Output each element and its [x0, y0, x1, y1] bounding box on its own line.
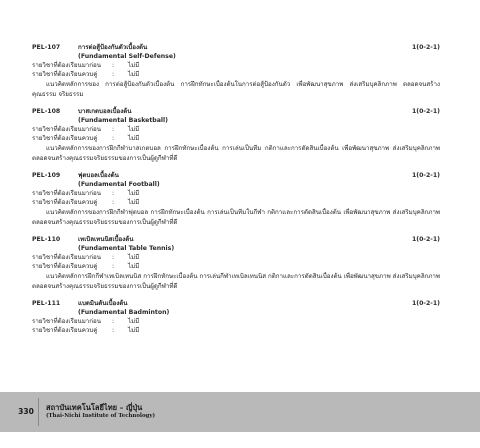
course-name-english: (Fundamental Basketball) [78, 117, 168, 124]
course-name-english: (Fundamental Table Tennis) [78, 245, 175, 252]
institution-name-thai: สถาบันเทคโนโลยีไทย – ญี่ปุ่น [46, 403, 143, 412]
prerequisite-label: รายวิชาที่ต้องเรียนมาก่อน [32, 318, 101, 325]
course-name-thai: เทเบิลเทนนิสเบื้องต้น [78, 236, 134, 243]
prerequisite-row [32, 189, 440, 198]
page-number: 330 [18, 407, 34, 416]
prerequisite-row [32, 253, 440, 262]
course-heading [32, 108, 440, 116]
course-credits: 1(0-2-1) [411, 236, 440, 243]
corequisite-label: รายวิชาที่ต้องเรียนควบคู่ [32, 71, 98, 78]
corequisite-label: รายวิชาที่ต้องเรียนควบคู่ [32, 135, 98, 142]
course-heading [32, 300, 440, 308]
prerequisite-label: รายวิชาที่ต้องเรียนมาก่อน [32, 190, 101, 197]
corequisite-row [32, 262, 440, 271]
prerequisite-label: รายวิชาที่ต้องเรียนมาก่อน [32, 62, 101, 69]
course-pel-109 [32, 172, 440, 228]
colon: : [112, 62, 115, 69]
course-description: แนวคิดหลักการฝึกกีฬาเทเบิลเทนนิส การฝึกทักษะเบื้องต้น การเล่นกีฬาเทเบิลเทนนิส กติกาและการตัดสินเบื้องต้น เพื่อพัฒนาสุขภาพ ส่งเสริมบุคลิกภาพ ตลอดจนสร้างคุณธรรมจริยธรรมของการเป็นผู้ดูกีฬาที่ดี [32, 273, 440, 290]
course-description: แนวคิดหลักการของการฝึกกีฬาฟุตบอล การฝึกทักษะเบื้องต้น การเล่นเป็นทีมในกีฬา กติกาและการตัดสินเบื้องต้น เพื่อพัฒนาสุขภาพ ส่งเสริมบุคลิกภาพ ตลอดจนสร้างคุณธรรมจริยธรรมของการเป็นผู้ดูกีฬาที่ดี [32, 209, 440, 226]
prerequisite-row [32, 125, 440, 134]
colon: : [112, 327, 115, 334]
course-list [32, 44, 440, 343]
course-credits: 1(0-2-1) [411, 108, 440, 115]
course-code: PEL-111 [32, 300, 61, 307]
corequisite-value: ไม่มี [128, 71, 140, 78]
corequisite-row [32, 198, 440, 207]
colon: : [112, 190, 115, 197]
corequisite-value: ไม่มี [128, 263, 140, 270]
course-code: PEL-110 [32, 236, 61, 243]
course-code: PEL-108 [32, 108, 61, 115]
course-description: แนวคิดหลักการของ การต่อสู้ป้องกันตัวเบื้องต้น การฝึกทักษะเบื้องต้นในการต่อสู้ป้องกันตัว เพื่อพัฒนาสุขภาพ ส่งเสริมบุคลิกภาพ ตลอดจนสร้างคุณธรรม จริยธรรม [32, 81, 440, 98]
corequisite-row [32, 70, 440, 79]
colon: : [112, 263, 115, 270]
corequisite-label: รายวิชาที่ต้องเรียนควบคู่ [32, 199, 98, 206]
institution-name [46, 403, 155, 420]
colon: : [112, 254, 115, 261]
prerequisite-value: ไม่มี [128, 62, 140, 69]
course-name-thai: การต่อสู้ป้องกันตัวเบื้องต้น [78, 44, 148, 51]
colon: : [112, 318, 115, 325]
corequisite-label: รายวิชาที่ต้องเรียนควบคู่ [32, 263, 98, 270]
footer-divider [38, 398, 39, 426]
prerequisite-value: ไม่มี [128, 318, 140, 325]
corequisite-value: ไม่มี [128, 327, 140, 334]
prerequisite-value: ไม่มี [128, 126, 140, 133]
course-pel-107 [32, 44, 440, 100]
corequisite-row [32, 134, 440, 143]
course-credits: 1(0-2-1) [411, 44, 440, 51]
prerequisite-row [32, 317, 440, 326]
course-pel-111 [32, 300, 440, 335]
course-code: PEL-109 [32, 172, 61, 179]
course-heading [32, 236, 440, 244]
corequisite-value: ไม่มี [128, 135, 140, 142]
page-footer [0, 392, 480, 448]
prerequisite-value: ไม่มี [128, 254, 140, 261]
corequisite-value: ไม่มี [128, 199, 140, 206]
course-name-thai: บาสเกตบอลเบื้องต้น [78, 108, 132, 115]
course-name-english: (Fundamental Self-Defense) [78, 53, 176, 60]
course-heading [32, 172, 440, 180]
prerequisite-value: ไม่มี [128, 190, 140, 197]
institution-name-english: (Thai-Nichi Institute of Technology) [46, 413, 156, 419]
course-name-english: (Fundamental Badminton) [78, 309, 170, 316]
prerequisite-label: รายวิชาที่ต้องเรียนมาก่อน [32, 126, 101, 133]
colon: : [112, 135, 115, 142]
course-description: แนวคิดหลักการของการฝึกกีฬาบาสเกตบอล การฝึกทักษะเบื้องต้น การเล่นเป็นทีม กติกาและการตัดสินเบื้องต้น เพื่อพัฒนาสุขภาพ ส่งเสริมบุคลิกภาพ ตลอดจนสร้างคุณธรรมจริยธรรมของการเป็นผู้ดูกีฬาที่ดี [32, 145, 440, 162]
course-credits: 1(0-2-1) [411, 300, 440, 307]
prerequisite-label: รายวิชาที่ต้องเรียนมาก่อน [32, 254, 101, 261]
course-pel-108 [32, 108, 440, 164]
course-code: PEL-107 [32, 44, 61, 51]
course-name-thai: ฟุตบอลเบื้องต้น [78, 172, 119, 179]
prerequisite-row [32, 61, 440, 70]
course-name-english: (Fundamental Football) [78, 181, 160, 188]
colon: : [112, 199, 115, 206]
course-name-thai: แบดมินตันเบื้องต้น [78, 300, 128, 307]
course-heading [32, 44, 440, 52]
course-credits: 1(0-2-1) [411, 172, 440, 179]
colon: : [112, 71, 115, 78]
corequisite-label: รายวิชาที่ต้องเรียนควบคู่ [32, 327, 98, 334]
corequisite-row [32, 326, 440, 335]
colon: : [112, 126, 115, 133]
course-pel-110 [32, 236, 440, 292]
